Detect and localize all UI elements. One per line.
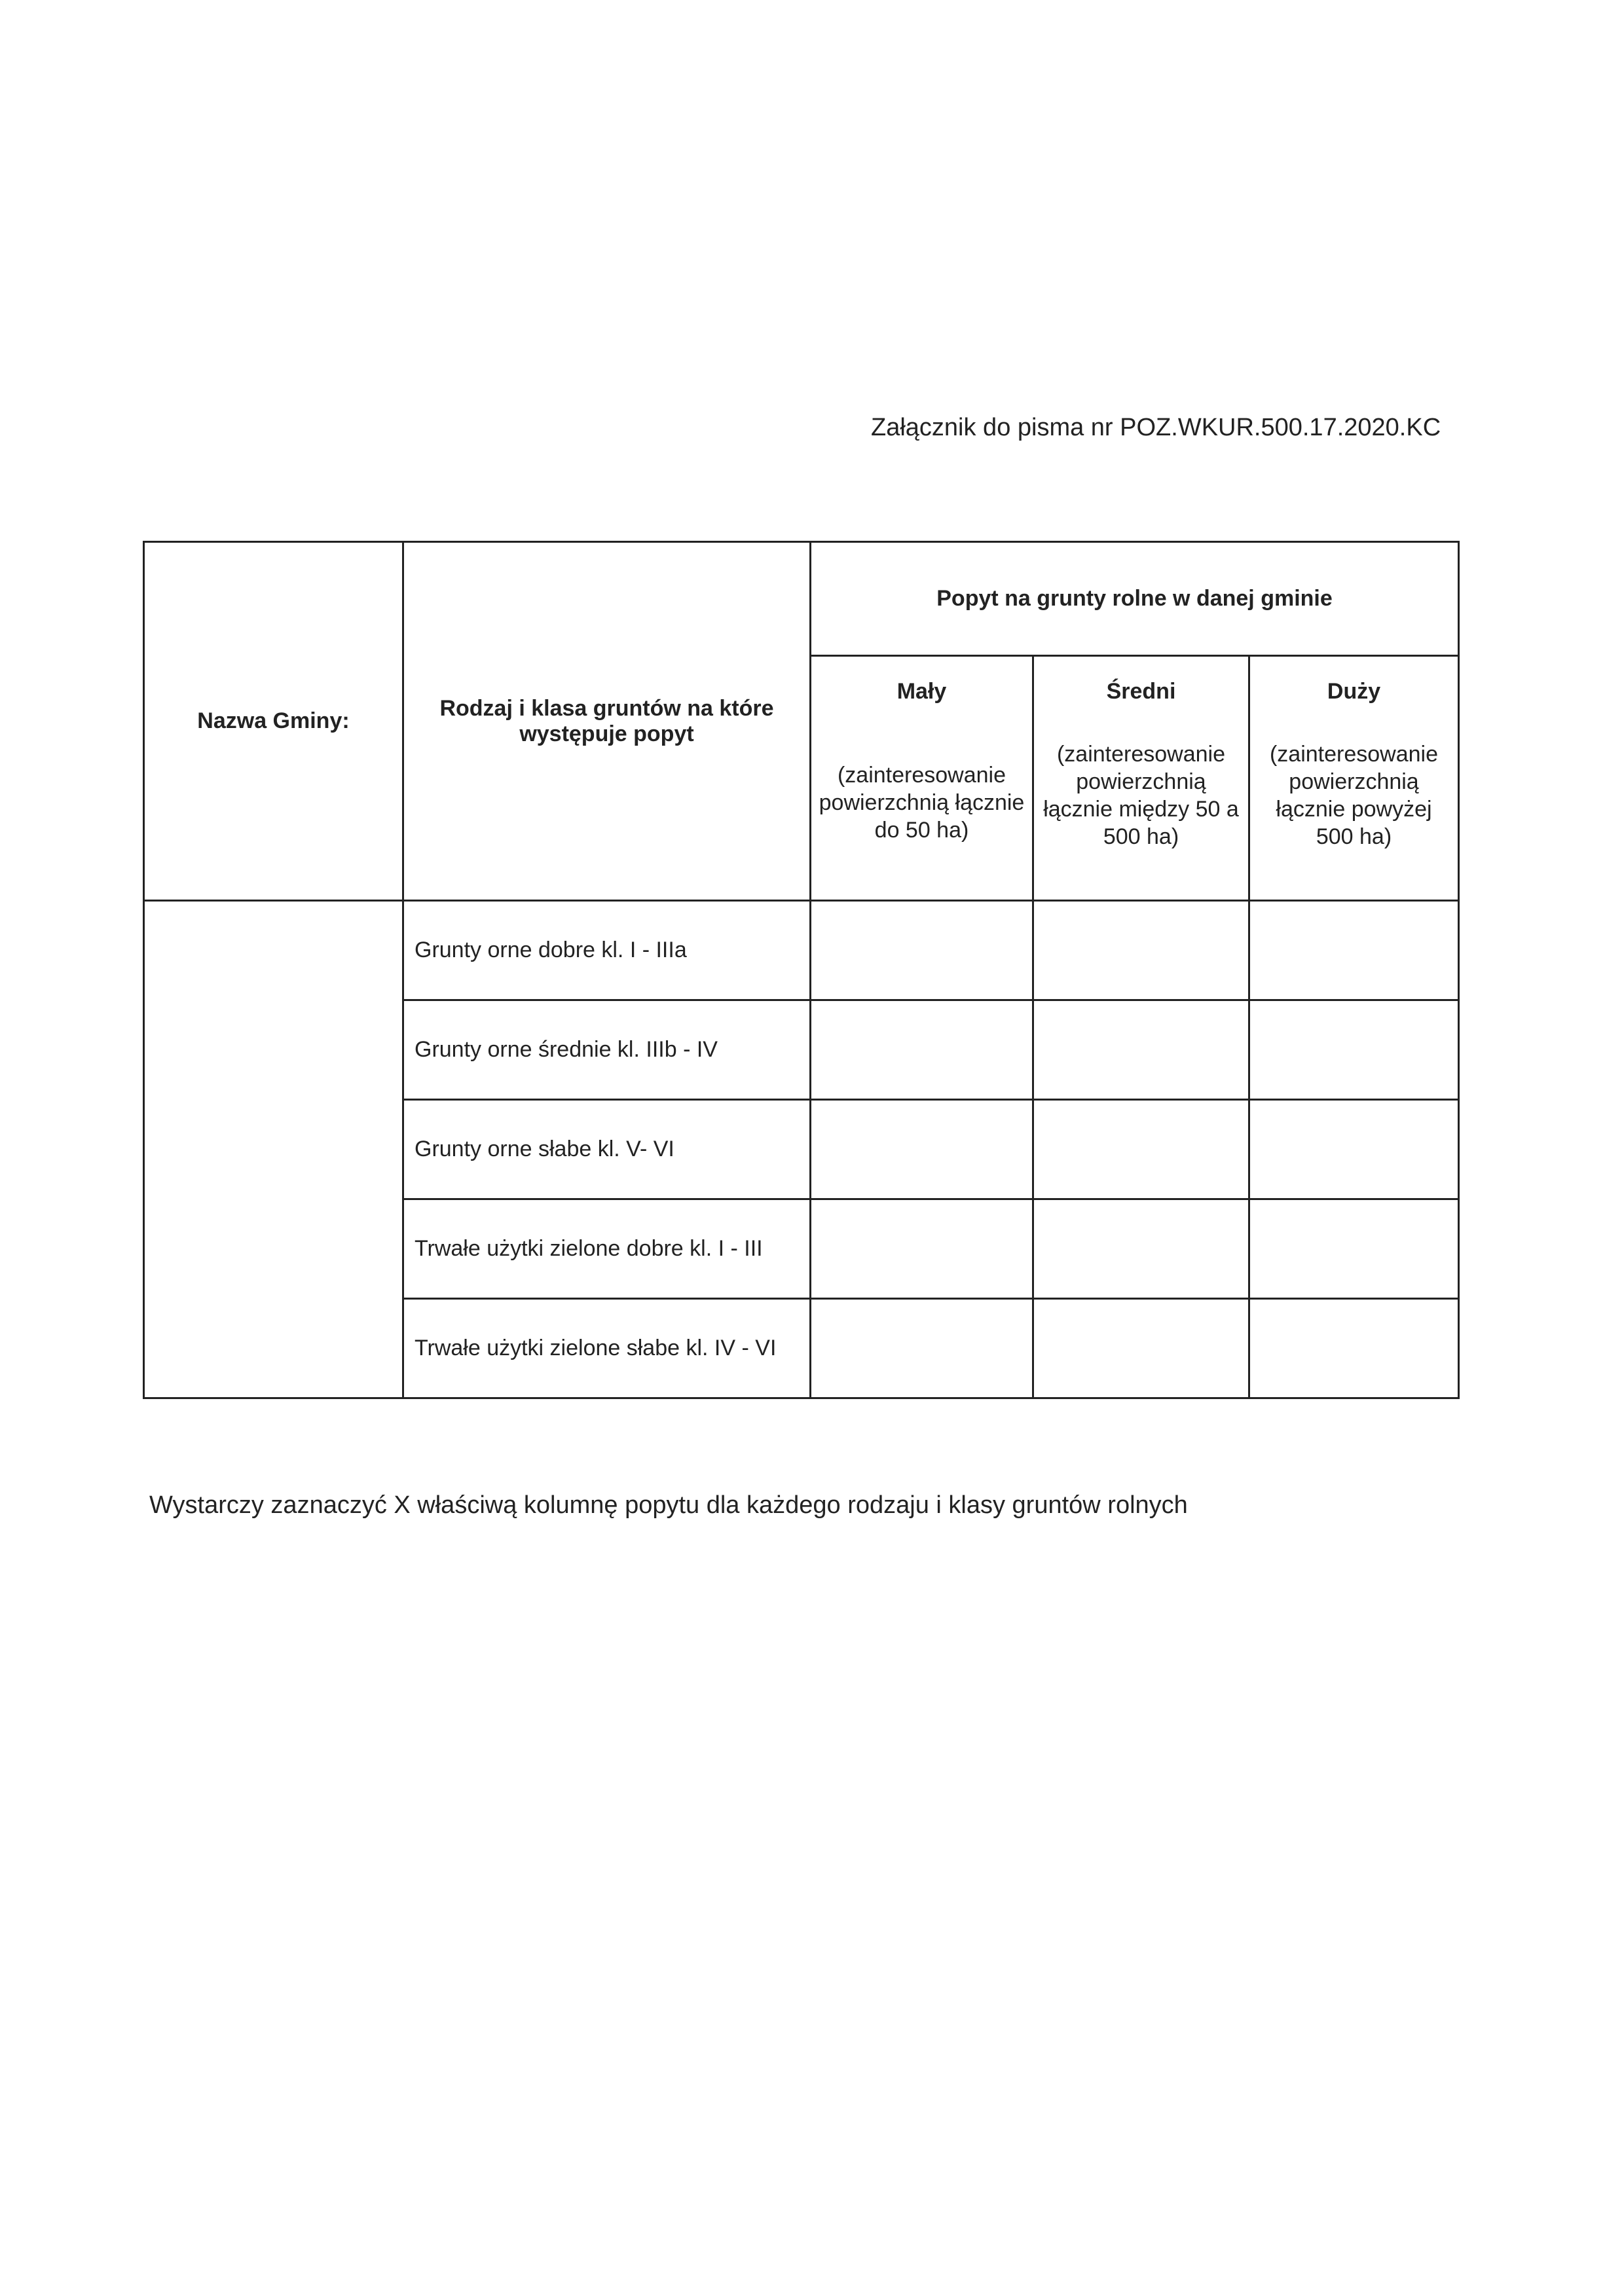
- header-row: [144, 542, 1459, 656]
- land-class-label: Grunty orne słabe kl. V- VI: [403, 1100, 811, 1199]
- demand-level-desc: (zainteresowanie powierzchnią łącznie między 50 a 500 ha): [1043, 742, 1239, 849]
- mark-cell-duzy[interactable]: [1249, 1199, 1459, 1299]
- header-duzy: [1249, 656, 1459, 901]
- gmina-name-cell[interactable]: [144, 901, 403, 1398]
- mark-cell-maly[interactable]: [811, 1100, 1033, 1199]
- mark-cell-sredni[interactable]: [1033, 1199, 1249, 1299]
- mark-cell-maly[interactable]: [811, 901, 1033, 1000]
- header-gmina: Nazwa Gminy:: [144, 542, 403, 901]
- mark-cell-sredni[interactable]: [1033, 1100, 1249, 1199]
- demand-level-title: Średni: [1106, 679, 1176, 704]
- mark-cell-sredni[interactable]: [1033, 901, 1249, 1000]
- mark-cell-maly[interactable]: [811, 1199, 1033, 1299]
- table-row: [144, 901, 1459, 1000]
- header-popyt: Popyt na grunty rolne w danej gminie: [811, 542, 1459, 656]
- header-maly: [811, 656, 1033, 901]
- mark-cell-maly[interactable]: [811, 1000, 1033, 1100]
- demand-table: [143, 541, 1460, 1399]
- land-class-label: Trwałe użytki zielone dobre kl. I - III: [403, 1199, 811, 1299]
- demand-level-title: Mały: [896, 679, 947, 704]
- demand-level-desc: (zainteresowanie powierzchnią łącznie do 50 ha): [819, 763, 1025, 843]
- land-class-label: Grunty orne średnie kl. IIIb - IV: [403, 1000, 811, 1100]
- instruction-text: Wystarczy zaznaczyć X właściwą kolumnę popytu dla każdego rodzaju i klasy gruntów rolnych: [149, 1491, 1188, 1519]
- demand-level-title: Duży: [1327, 679, 1381, 704]
- header-rodzaj: Rodzaj i klasa gruntów na które występuje popyt: [403, 542, 811, 901]
- header-sredni: [1033, 656, 1249, 901]
- attachment-reference: Załącznik do pisma nr POZ.WKUR.500.17.2020.KC: [871, 414, 1441, 441]
- land-class-label: Grunty orne dobre kl. I - IIIa: [403, 901, 811, 1000]
- land-class-label: Trwałe użytki zielone słabe kl. IV - VI: [403, 1299, 811, 1398]
- mark-cell-duzy[interactable]: [1249, 1299, 1459, 1398]
- mark-cell-duzy[interactable]: [1249, 1000, 1459, 1100]
- demand-level-desc: (zainteresowanie powierzchnią łącznie powyżej 500 ha): [1269, 742, 1439, 849]
- mark-cell-duzy[interactable]: [1249, 1100, 1459, 1199]
- mark-cell-maly[interactable]: [811, 1299, 1033, 1398]
- mark-cell-duzy[interactable]: [1249, 901, 1459, 1000]
- mark-cell-sredni[interactable]: [1033, 1000, 1249, 1100]
- mark-cell-sredni[interactable]: [1033, 1299, 1249, 1398]
